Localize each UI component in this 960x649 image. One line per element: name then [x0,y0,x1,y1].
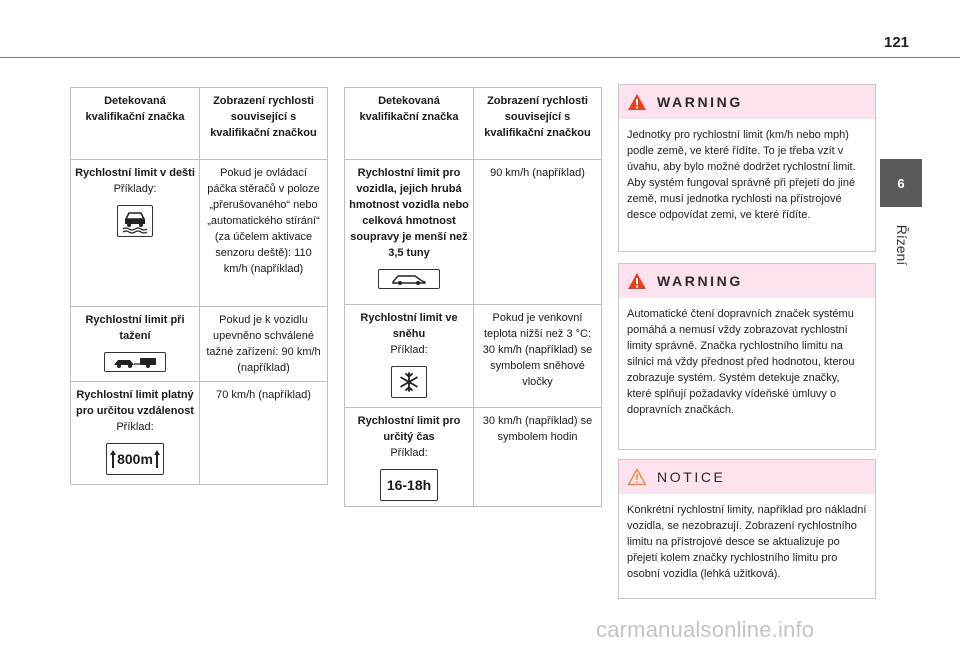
box-text: Automatické čtení dopravních značek systému pomáhá a nemusí vždy zobrazovat rychlostní limity správně. Značka rychlostního limitu na silnici má vždy přednost před hodnotou, kterou zobrazuje systém. Systém detekuje značky, které splňují požadavky vídeňské úmluvy o dopravních značkách. [627,308,855,416]
row-label: Rychlostní limit v dešti [75,167,195,179]
box-title: WARNING [657,273,743,289]
box-header [619,85,875,119]
row-label-cell [345,305,474,408]
table-row [345,305,602,408]
row-sub: Příklad: [116,421,154,433]
chapter-title-text: Řízení [894,224,910,266]
row-label-cell [345,160,474,305]
chapter-title [888,210,916,280]
car-trailer-icon [104,352,166,372]
up-arrow-icon [109,449,117,469]
notice-icon [627,468,647,486]
row-label: Rychlostní limit pro určitý čas [357,415,461,443]
warning-box-reading [618,263,876,450]
row-sub: Příklad: [390,447,428,459]
table-row [71,307,328,382]
row-label: Rychlostní limit při tažení [85,314,185,342]
row-value: 30 km/h (například) se symbolem hodin [474,408,602,507]
qualification-table-right [344,87,602,507]
chapter-tab[interactable]: 6 [880,159,922,207]
row-label: Rychlostní limit platný pro určitou vzdálenost [76,389,194,417]
box-title: NOTICE [657,469,726,485]
distance-sign [106,443,164,475]
box-header [619,460,875,494]
header-detected-sign: Detekovaná kvalifikační značka [345,88,474,160]
table-row [71,382,328,485]
time-sign [380,469,438,501]
box-title: WARNING [657,94,743,110]
row-value: Pokud je ovládací páčka stěračů v poloze „přerušovaného“ nebo „automatického stírání“ (za účelem aktivace senzoru deště): 110 km/h (například) [200,160,328,307]
qualification-table-left [70,87,328,485]
time-sign-text: 16-18h [386,477,432,493]
row-label-cell [71,307,200,382]
row-value: Pokud je k vozidlu upevněno schválené tažné zařízení: 90 km/h (například) [200,307,328,382]
notice-box [618,459,876,599]
table-row [345,408,602,507]
rain-road-icon [117,205,153,237]
box-text: Konkrétní rychlostní limity, například pro nákladní vozidla, se nezobrazují. Zobrazení rychlostního limitu na přístrojové desce se aktualizuje po přejetí kolem značky rychlostního limitu pro osobní vozidla (lehká užitková). [627,504,867,580]
car-icon [378,269,440,289]
box-text: Jednotky pro rychlostní limit (km/h nebo mph) podle země, ve které řídíte. To je třeba vzít v úvahu, aby bylo možné dodržet rychlostní limit. Aby systém fungoval správně při přejetí do jiné země, musí jednotka rychlosti na přístrojové desce odpovídat zemi, ve které řídíte. [627,129,856,221]
header-divider [0,57,960,58]
warning-icon [627,272,647,290]
box-header [619,264,875,298]
header-speed-display: Zobrazení rychlosti související s kvalifikační značkou [200,88,328,160]
row-label-cell [71,160,200,307]
row-value: 70 km/h (například) [200,382,328,485]
snowflake-icon [391,366,427,398]
row-value: 90 km/h (například) [474,160,602,305]
up-arrow-icon [153,449,161,469]
table-row [345,160,602,305]
row-label: Rychlostní limit pro vozidla, jejich hrubá hmotnost vozidla nebo celková hmotnost soupravy je menší než 3,5 tuny [349,167,469,259]
table-header-row [71,88,328,160]
row-sub: Příklady: [113,183,157,195]
watermark: carmanualsonline.info [596,617,815,642]
row-label: Rychlostní limit ve sněhu [360,312,458,340]
row-sub: Příklad: [390,344,428,356]
row-value: Pokud je venkovní teplota nižší než 3 °C: 30 km/h (například) se symbolem sněhové vločky [474,305,602,408]
table-row [71,160,328,307]
row-label-cell [71,382,200,485]
table-header-row [345,88,602,160]
warning-box-units [618,84,876,252]
row-label-cell [345,408,474,507]
header-speed-display: Zobrazení rychlosti související s kvalifikační značkou [474,88,602,160]
header-detected-sign: Detekovaná kvalifikační značka [71,88,200,160]
distance-sign-text: 800m [117,451,153,467]
page-number: 121 [884,34,910,51]
warning-icon [627,93,647,111]
